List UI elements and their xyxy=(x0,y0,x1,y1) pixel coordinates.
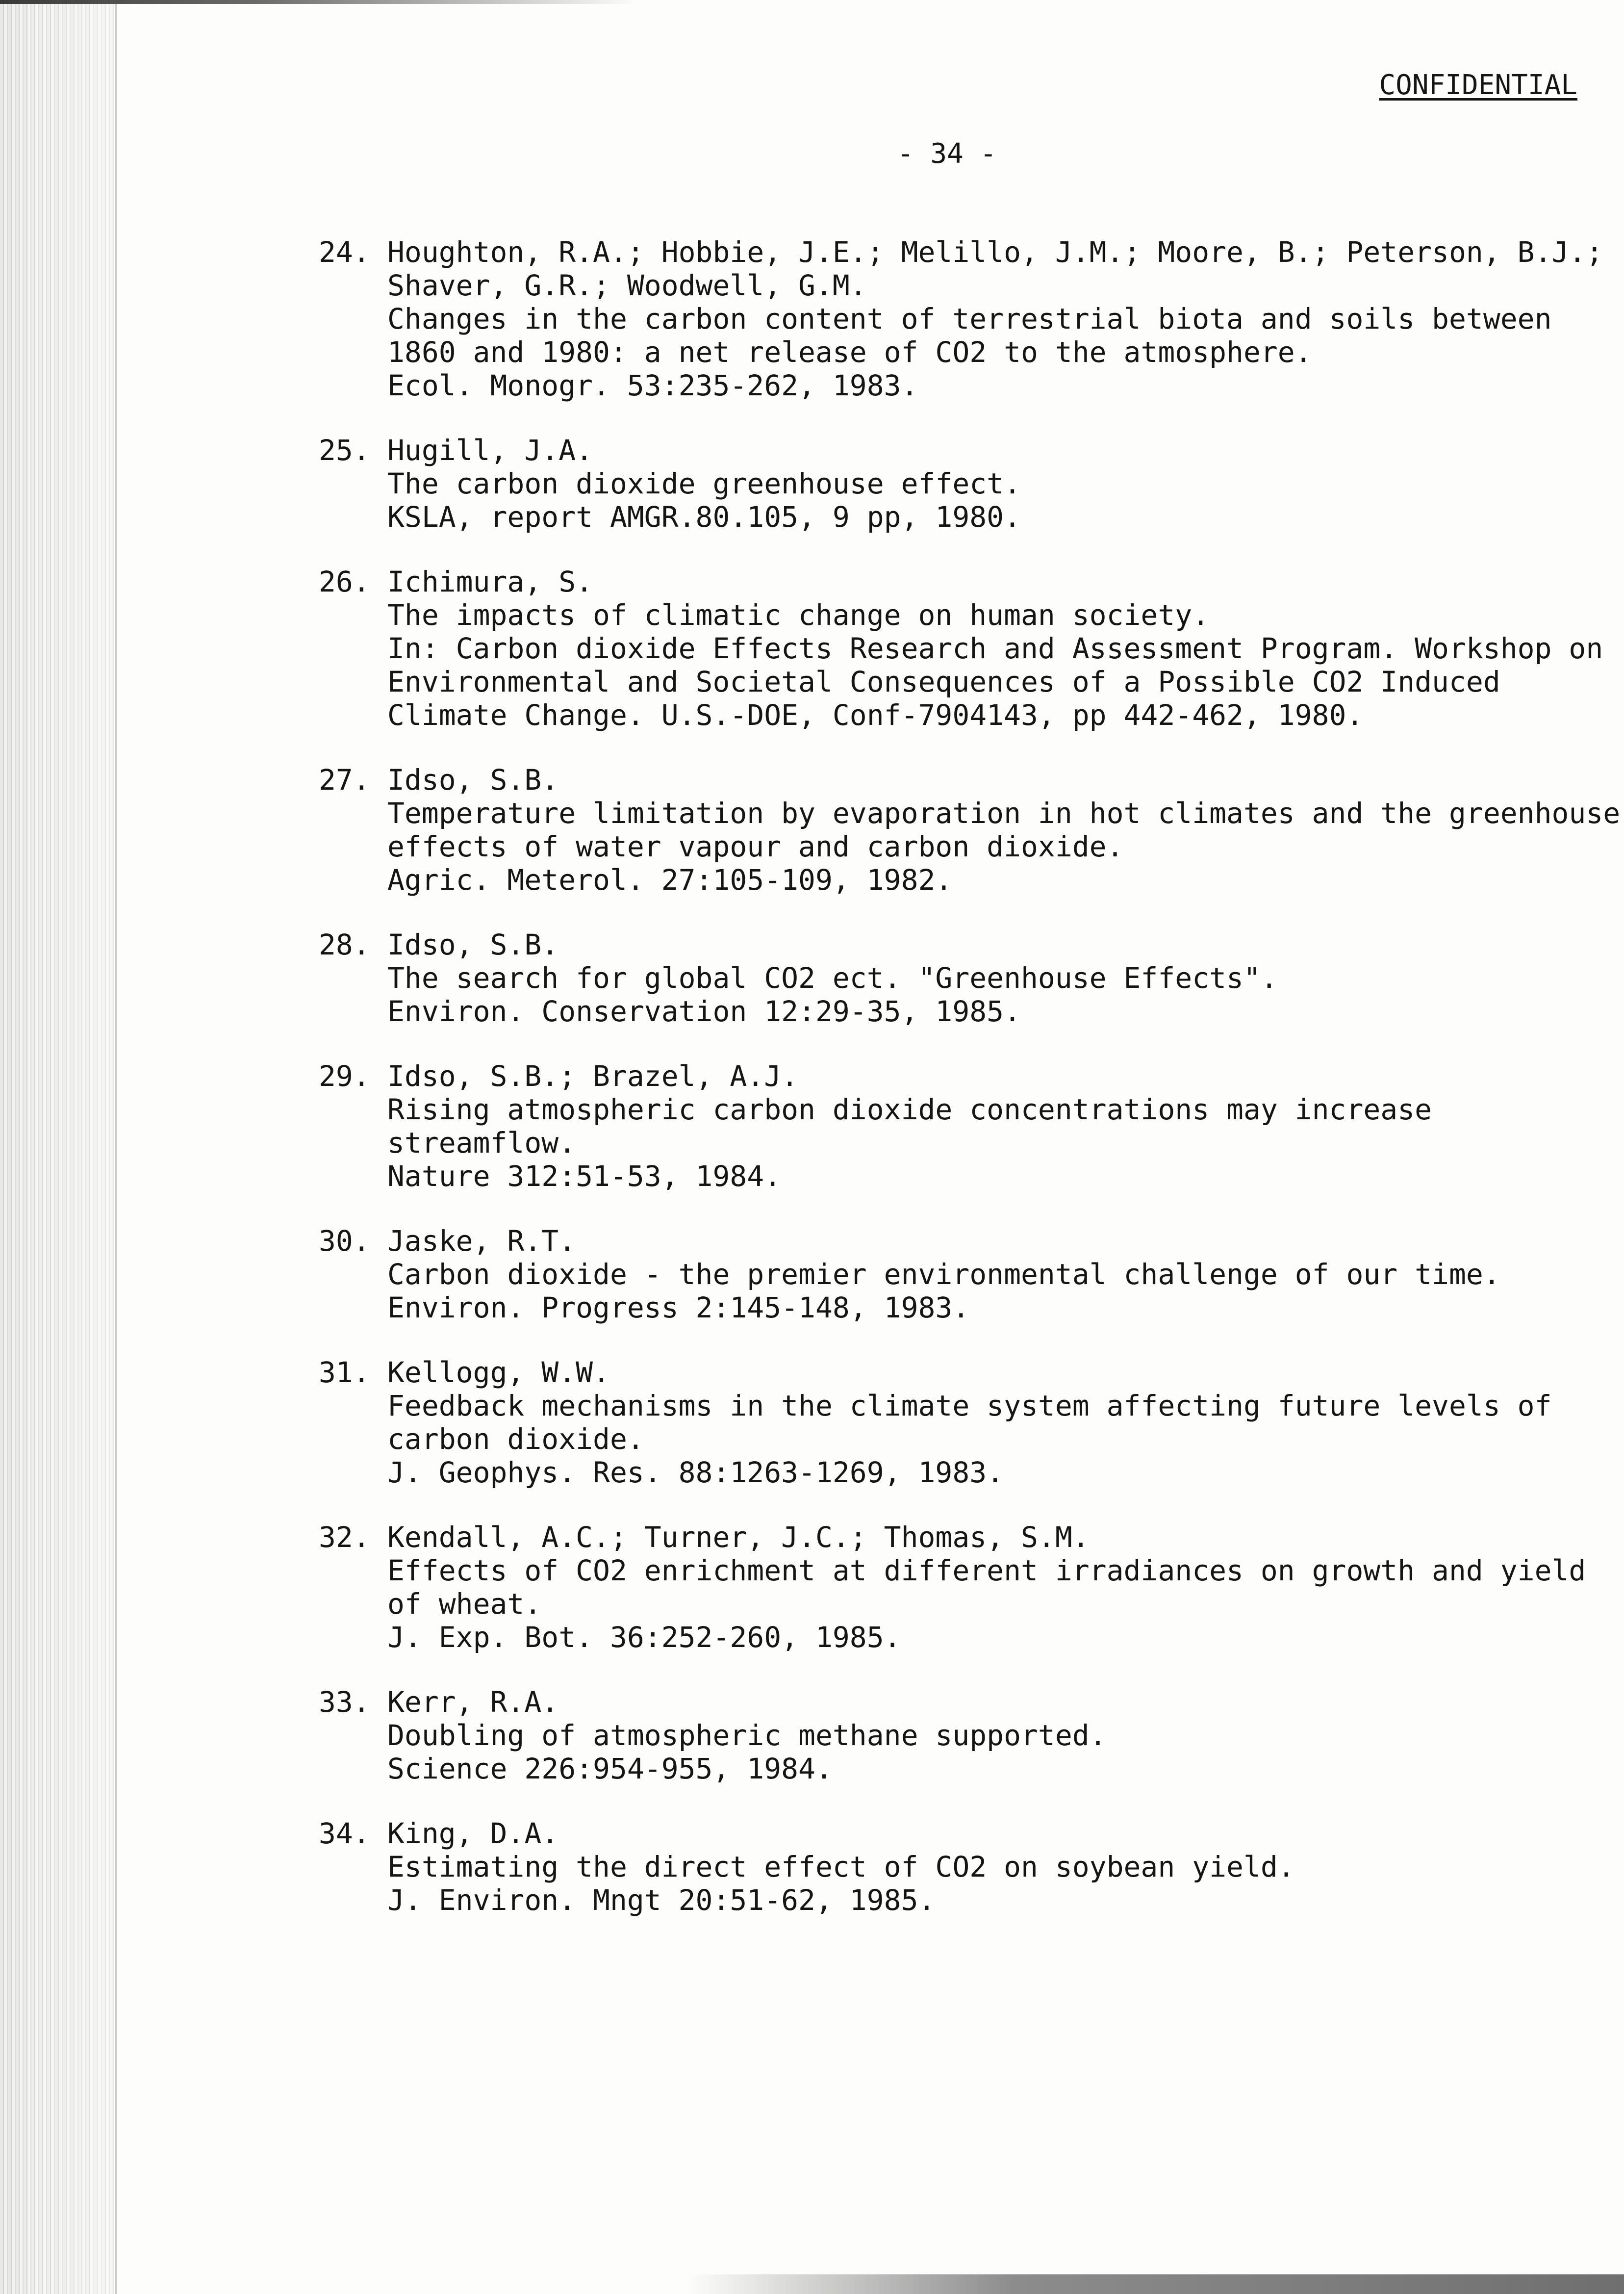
reference-line: Carbon dioxide - the premier environmental challenge of our time. xyxy=(387,1258,1500,1291)
reference-line: Ecol. Monogr. 53:235-262, 1983. xyxy=(387,369,918,402)
reference-line: The carbon dioxide greenhouse effect. xyxy=(387,467,1021,500)
reference-number: 27. xyxy=(319,763,370,797)
reference-line: Rising atmospheric carbon dioxide concentrations may increase xyxy=(387,1093,1432,1126)
reference-line: Jaske, R.T. xyxy=(387,1224,576,1258)
reference-item xyxy=(319,928,1594,1028)
reference-number: 34. xyxy=(319,1817,370,1850)
reference-item xyxy=(319,1817,1594,1917)
reference-item xyxy=(319,763,1621,897)
reference-number: 31. xyxy=(319,1356,370,1389)
reference-number: 32. xyxy=(319,1521,370,1554)
reference-line: In: Carbon dioxide Effects Research and Assessment Program. Workshop on xyxy=(387,632,1603,665)
reference-line: Kendall, A.C.; Turner, J.C.; Thomas, S.M. xyxy=(387,1521,1090,1554)
reference-line: Environ. Conservation 12:29-35, 1985. xyxy=(387,995,1021,1028)
reference-line: J. Exp. Bot. 36:252-260, 1985. xyxy=(387,1621,901,1654)
reference-line: effects of water vapour and carbon dioxide. xyxy=(387,830,1124,863)
reference-line: King, D.A. xyxy=(387,1817,559,1850)
reference-line: Effects of CO2 enrichment at different irradiances on growth and yield xyxy=(387,1554,1586,1587)
reference-number: 26. xyxy=(319,565,370,598)
scan-bottom-shadow xyxy=(686,2274,1624,2294)
reference-line: The impacts of climatic change on human society. xyxy=(387,598,1210,632)
reference-line: The search for global CO2 ect. "Greenhouse Effects". xyxy=(387,961,1278,995)
reference-number: 24. xyxy=(319,235,370,269)
reference-item xyxy=(319,1059,1594,1193)
reference-line: Feedback mechanisms in the climate system affecting future levels of xyxy=(387,1389,1552,1422)
reference-line: carbon dioxide. xyxy=(387,1422,644,1456)
reference-item xyxy=(319,235,1603,402)
reference-line: Kellogg, W.W. xyxy=(387,1356,610,1389)
reference-line: Nature 312:51-53, 1984. xyxy=(387,1160,782,1193)
reference-line: Idso, S.B. xyxy=(387,763,559,797)
reference-item xyxy=(319,1521,1594,1654)
reference-line: Environmental and Societal Consequences of a Possible CO2 Induced xyxy=(387,665,1500,698)
reference-line: Shaver, G.R.; Woodwell, G.M. xyxy=(387,269,867,302)
reference-line: Temperature limitation by evaporation in hot climates and the greenhouse xyxy=(387,797,1621,830)
reference-line: Science 226:954-955, 1984. xyxy=(387,1752,833,1785)
reference-line: Environ. Progress 2:145-148, 1983. xyxy=(387,1291,970,1324)
reference-number: 30. xyxy=(319,1224,370,1258)
reference-line: 1860 and 1980: a net release of CO2 to the atmosphere. xyxy=(387,335,1312,369)
reference-number: 29. xyxy=(319,1059,370,1093)
reference-line: streamflow. xyxy=(387,1126,576,1160)
page-stack-edges xyxy=(0,0,117,2294)
reference-line: Ichimura, S. xyxy=(387,565,593,598)
reference-item xyxy=(319,1685,1594,1785)
scan-top-shadow xyxy=(0,0,637,4)
reference-list xyxy=(319,235,1621,1948)
reference-item xyxy=(319,1224,1594,1324)
reference-line: Kerr, R.A. xyxy=(387,1685,559,1719)
reference-line: KSLA, report AMGR.80.105, 9 pp, 1980. xyxy=(387,500,1021,534)
classification-label: CONFIDENTIAL xyxy=(1379,69,1577,101)
reference-line: Agric. Meterol. 27:105-109, 1982. xyxy=(387,863,953,897)
reference-line: Idso, S.B. xyxy=(387,928,559,961)
reference-item xyxy=(319,565,1603,732)
reference-line: of wheat. xyxy=(387,1587,542,1621)
reference-line: Hugill, J.A. xyxy=(387,434,593,467)
reference-number: 33. xyxy=(319,1685,370,1719)
reference-number: 25. xyxy=(319,434,370,467)
reference-line: Estimating the direct effect of CO2 on soybean yield. xyxy=(387,1850,1295,1883)
reference-number: 28. xyxy=(319,928,370,961)
reference-line: J. Environ. Mngt 20:51-62, 1985. xyxy=(387,1883,936,1917)
reference-line: Changes in the carbon content of terrestrial biota and soils between xyxy=(387,302,1552,335)
reference-item xyxy=(319,434,1594,534)
reference-line: J. Geophys. Res. 88:1263-1269, 1983. xyxy=(387,1456,1004,1489)
reference-line: Idso, S.B.; Brazel, A.J. xyxy=(387,1059,799,1093)
reference-line: Doubling of atmospheric methane supported. xyxy=(387,1719,1107,1752)
reference-item xyxy=(319,1356,1594,1489)
reference-line: Houghton, R.A.; Hobbie, J.E.; Melillo, J.M.; Moore, B.; Peterson, B.J.; xyxy=(387,235,1603,269)
reference-line: Climate Change. U.S.-DOE, Conf-7904143, pp 442-462, 1980. xyxy=(387,698,1364,732)
page-number: - 34 - xyxy=(897,138,997,170)
